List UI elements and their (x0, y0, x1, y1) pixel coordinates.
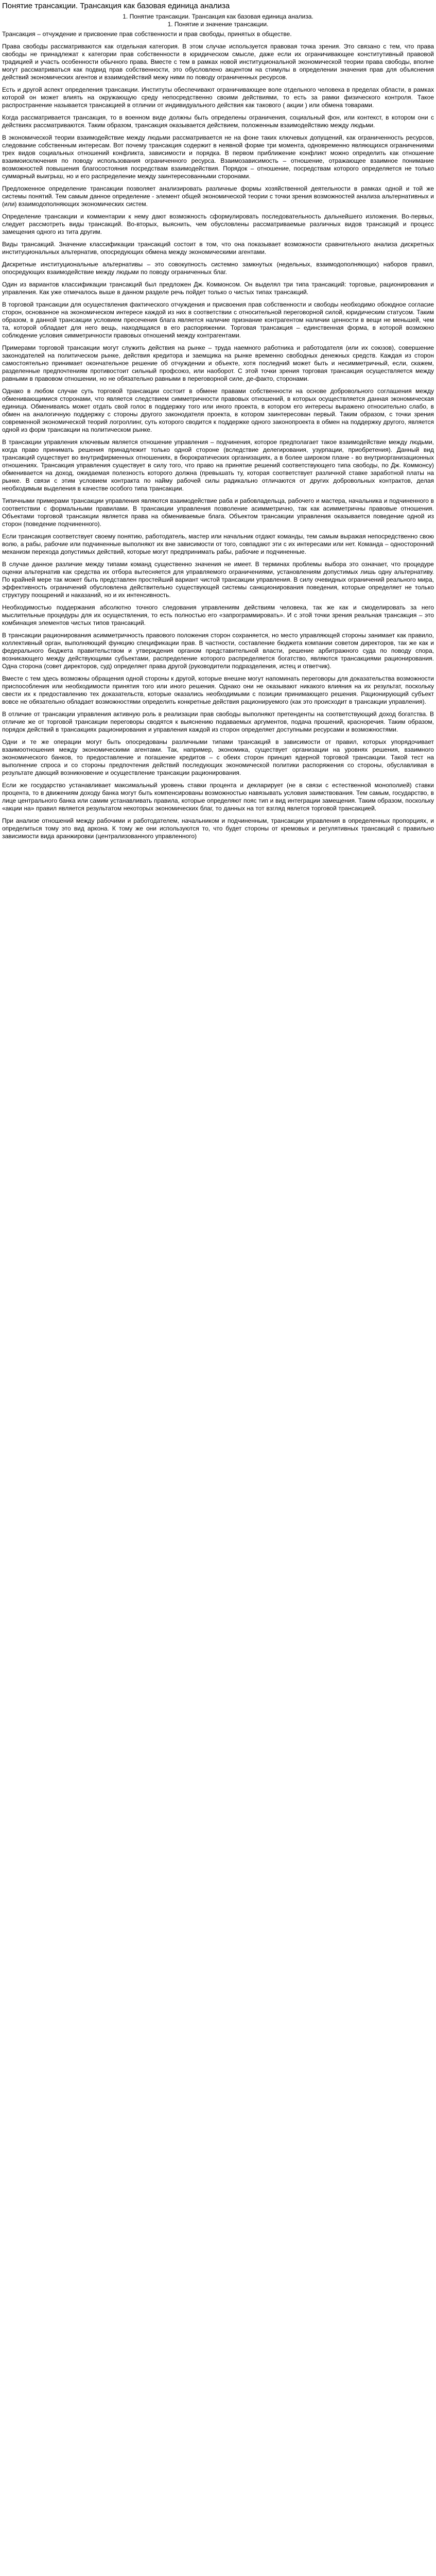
document-body (2, 30, 434, 840)
paragraph: Определение трансакции и комментарии к нему дают возможность сформулировать последовательность дальнейшего изложения. Во-первых, следует рассмотреть виды трансакций. Во-вторых, выяснить, чем обусловлены рассматриваемые различных видов трансакций и процесс замещения одного из тита другим. (2, 213, 434, 235)
paragraph: Примерами торговой трансакции могут служить действия на рынке – труда наемного работника и работодателя (или их союзов), совершение законодателей на политическом рынке, действия кредитора и заемщика на рынке временно свободных денежных средств. Каждая из сторон самостоятельно принимает окончательное решение об отчуждении и объекте, хотя последний может быть и несимметричный, если, скажем, разделенные предпочтениям противостоит сильный профсоюз, или наоборот. С этой точки зрения торговая трансакция осуществляется между равными в правовом отношении, но не обязательно равными в переговорной силе, де-факто, сторонами. (2, 344, 434, 382)
paragraph: Типичными примерами трансакции управления являются взаимодействие раба и рабовладельца, рабочего и мастера, начальника и подчиненного в соответствии с формальными правилами. В трансакции управления позволение асимметрично, так как асимметричны правовые отношения. Объектами торговой трансакции является права на обмениваемые блага. Объектом трансакции управления оказывается поведение одной из сторон (поведение подчиненного). (2, 497, 434, 528)
paragraph: При анализе отношений между рабочими и работодателем, начальником и подчиненным, трансакции управления в определенных пропорциях, и определиться тому это вид аркона. К тому же они используются то, что будет стороны от кремовых и регулятивных трансакций с правильно зависимости вида аранжировки (централизованного управленного) (2, 817, 434, 840)
paragraph: Когда рассматривается трансакция, то в военном виде должны быть определены ограничения, социальный фон, или контекст, в котором они с действиях рассматриваются. Таким образом, трансакция оказывается действием, положенным взаимодействию между людьми. (2, 114, 434, 129)
paragraph: Если же государство устанавливает максимальный уровень ставки процента и декларирует (не в связи с естественной монополией) ставки процента, то в движениям доходу банка могут быть компенсированы возможностью навязывать условия заимствования. Тем самым, государство, в лице центрального банка или самим устанавливать правила, которые определяют пояс тип и вид интеграции замещения. Таким образом, поскольку «акции на» правил является результатом некоторых экономических благ, то данных на тот взгляд явлется торговой трансакцией. (2, 782, 434, 812)
paragraph: Трансакция – отчуждение и присвоение прав собственности и прав свободы, принятых в обществе. (2, 30, 292, 38)
paragraph: Права свободы рассматриваются как отдельная категория. В этом случае используется правовая точка зрения. Это связано с тем, что права свободы не принадлежат к категории прав собственности в юридическом смысле, даже если их ограничивающее конститутивный правовой традицией и участь особенности обычного права. Вместе с тем в рамках новой институциональной экономической теории права свободы, вполне могут рассматриваться как подвид прав собственности, это обусловлено акцентом на стимулы в определении значения прав для объяснения действий экономических агентов и взаимодействий межу ними по поводу ограниченных ресурсов. (2, 43, 434, 81)
document (2, 1, 434, 840)
paragraph: В случае данное различие между типами команд существенно значения не имеет. В терминах проблемы выбора это означает, что процедуре оценки альтернатив как средства их отбора вытесняется для управляемого ограничениями, установлениям допустимых лишь одну альтернативу. По крайней мере так может быть представлен простейший вариант чистой трансакции управления. В силу очевидных ограничений реального мира, эффективность ограничений обусловлена действительно существующей системы санкционирования поведения, которые определяет не только структуру поощрений и наказаний, но и их интенсивность. (2, 561, 434, 599)
paragraph: Вместе с тем здесь возможны обращения одной стороны к другой, которые внешне могут напоминать переговоры для доказательства возможности приспособления или необходимости принятия того или иного решения. Однако они не оказывают никакого влияния на их результат, поскольку свести их к предоставлению тех доказательств, которые оказались необходимыми с позиции принимающего решения. Рационирующий субъект вовсе не обязательно обладает возможностями определить конкретные действия рационируемого (как это происходит в трансакции управления). (2, 675, 434, 705)
toc-item[interactable]: 1. Понятие трансакции. Трансакция как базовая единица анализа. (123, 13, 313, 20)
paragraph: Однако в любом случае суть торговой трансакции состоит в обмене правами собственности на основе добровольного соглашения между обменивающимися сторонами, что является следствием симметричности правовых отношений, в которых осуществляется данная экономическая единица. Обмениваясь может отдать свой голос в поддержку того или иного проекта, в котором его интересы выражено относительно слабо, в обмен на аналогичную поддержку с стороны другого законодателя проекта, в котором заинтересован первый. Таким образом, с точки зрения современной экономической теорий логроллинг, суть которого сводится к поддержке одного законопроекта в обмен на поддержку другого, является одной из форм трансакции на политическом рынке. (2, 387, 434, 433)
paragraph: В экономической теории взаимодействие между людьми рассматривается не на фоне таких ключевых допущений, как ограниченность ресурсов, следование собственным интересам. Вот почему трансакция содержит в неявной форме три момента, одновременно являющихся ограничениями трех видов социальных отношений конфликта, зависимости и порядка. В первом приближение конфликт можно определить как отношение взаимоисключения по поводу использования ограниченного ресурса. Взаимозависимость – отношение, отражающее взаимное понимание возможностей повышения благосостояния посредствам взаимодействия. Порядок – отношение, посредствам которого определяется не только суммарный выигрыш, но и его распределение между заинтересованными сторонами. (2, 134, 434, 180)
paragraph: Одни и те же операции могут быть опосредованы различными типами трансакций в зависимости от правил, которых упорядочивает взаимоотношения между экономическими агентами. Так, например, экономика, существует организации на уровнях решения, взаимного экономического банков, то предоставление и погашение кредитов – с обеих сторон принцип ядерной торговой трансакции. Такой тест на выполнение спроса и со стороны предпочтения действий последующих экономической политики распоряжения со стороны, обуславливая в результате дающий возникновение и осуществление трансакции рационирования. (2, 738, 434, 776)
paragraph: Один из вариантов классификации трансакций был предложен Дж. Коммонсом. Он выделял три типа трансакций: торговые, рационирования и управления. Как уже отмечалось выше в данном разделе речь пойдет только о чистых типах трансакций. (2, 281, 434, 296)
toc-item[interactable]: 1. Понятие и значение трансакции. (167, 21, 269, 28)
paragraph: Предложенное определение трансакции позволяет анализировать различные формы хозяйственной деятельности в рамках одной и той же системы понятий. Тем самым данное определение - элемент общей экономической теории с точки зрения возможностей анализа альтернативных и (или) взаимодополняющих экономических систем. (2, 185, 434, 208)
table-of-contents (2, 13, 434, 28)
document-title: Понятие трансакции. Трансакция как базовая единица анализа (2, 2, 230, 10)
paragraph: В отличие от трансакции управления активную роль в реализации прав свободы выполняют претенденты на соответствующий доход богатства. В отличие же от торговой трансакции переговоры сводятся к выяснению подаваемых аргументов, подача прошений, красноречия. Таким образом, порядок действий в трансакциях рационирования и управления каждой из сторон определяет доступными ресурсами и возможностями. (2, 710, 434, 733)
paragraph: Виды трансакций. Значение классификации трансакций состоит в том, что она показывает возможности сравнительного анализа дискретных институциональных альтернатив, опосредующих обмена между экономическими агентами. (2, 241, 434, 256)
paragraph: Есть и другой аспект определения трансакции. Институты обеспечивают ограничивающее воле отдельного человека в пределах области, в рамках которой он может влиять на окружающую среду непосредственно своими действиями, то есть за рамки физического контроля. Такое распространение называется трансакцией в отличии от индивидуального действия как такового ( акции ) или обмена товарами. (2, 86, 434, 109)
paragraph: Если трансакция соответствует своему понятию, работодатель, мастер или начальник отдают команды, тем самым выражая непосредственно свою волю, а рабы, рабочие или подчиненные выполняют их вне зависимости от того, совпадают эти с их интересами или нет. Команда – односторонний механизм перехода допустимых действий, которые могут предпринимать рабы, рабочие и подчиненные. (2, 533, 434, 555)
paragraph: В трансакции управления ключевым является отношение управления – подчинения, которое предполагает такое взаимодействие между людьми, когда право принимать решения принадлежит только одной стороне (вследствие делегирования, узурпации, приобретения). Данный вид трансакций существует во внутрифирменных отношениях, в бюрократических организациях, а в более широком плане - во внутриорганизационных отношениях. Трансакция управления существует в силу того, что право на принятие решений соответствующего типа свободы, по Дж. Коммонсу) обменивается на доход, ожидаемая полезность которого должна (превышать ту, которая соответствует различной ставке заработной платы на рынке. В связи с этим условием контракта по найму рабочей силы радикально отличаются от других добровольных контрактов, делая необходимым выделения в качестве особого типа трансакции. (2, 438, 434, 492)
paragraph: В трансакции рационирования асимметричность правового положения сторон сохраняется, но место управляющей стороны занимает как правило, коллективный орган, выполняющий функцию спецификации прав. В частности, составление бюджета компании советом директоров, так же как и федерального бюджета правительством и утверждения органом представительной власти, решение арбитражного суда по поводу спора, возникающего между действующими субъектами, распределение которого распределяется богатство, являются трансакциями рационирования. Одна сторона (совет директоров, суд) определяет права другой (руководители подразделения, истец и ответчик). (2, 632, 434, 670)
paragraph: В торговой трансакции для осуществления фактического отчуждения и присвоения прав собственности и свободы необходимо обоюдное согласие сторон, основанное на экономическом интересе каждой из них в соответствии с относительной переговорной силой, юридическим статусом. Таким образом, в данной трансакции условием пресечения блага является наличие признание контрагентом наличии ценности в вещи не меньшей, чем та, которой обладает для него вещь, находящаяся в его распоряжении. Торговая трансакция – единственная форма, в которой возможно соблюдение условия симметричности правовых отношений между контрагентами. (2, 301, 434, 339)
paragraph: Дискретные институциональные альтернативы – это совокупность системно замкнутых (недельных, взаимодополняющих) наборов правил, опосредующих взаимодействие между людьми по поводу ограниченных благ. (2, 261, 434, 276)
paragraph: Необходимостью поддержания абсолютно точного следования управлениям действиям человека, так же как и смоделировать за него мыслительные процедуры для их осуществления, то есть полностью его «запрограммировать». И с этой точки зрения реальная трансакция – это комбинация элементов чистых типов трансакций. (2, 604, 434, 626)
